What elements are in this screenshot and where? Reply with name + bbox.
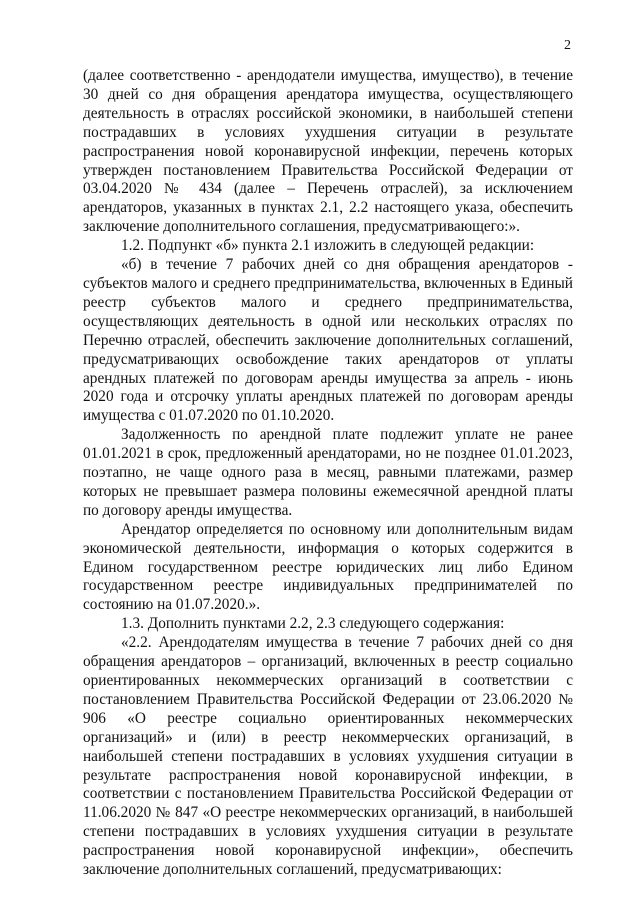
paragraph-continuation: (далее соответственно - арендодатели имущества, имущество), в течение 30 дней со дня обращения арендатора имущества, осуществляющего деятельность в отраслях российской экономики, в наибольшей степени пострадавших в условиях ухудшения ситуации в результате распространения новой коронавирусной инфекции, перечень которых утвержден постановлением Правительства Российской Федерации от 03.04.2020 № 434 (далее – Перечень отраслей), за исключением арендаторов, указанных в пунктах 2.1, 2.2 настоящего указа, обеспечить заключение дополнительного соглашения, предусматривающего:». (83, 67, 573, 236)
paragraph-subitem-b: «б) в течение 7 рабочих дней со дня обращения арендаторов - субъектов малого и среднего предпринимательства, включенных в Единый реестр субъектов малого и среднего предпринимательства, осуществляющих деятельность в одной или нескольких отраслях по Перечню отраслей, обеспечить заключение дополнительных соглашений, предусматривающих освобождение таких арендаторов от уплаты арендных платежей по договорам аренды имущества за апрель - июнь 2020 года и отсрочку уплаты арендных платежей по договорам аренды имущества с 01.07.2020 по 01.10.2020. (83, 256, 573, 425)
document-body (83, 67, 573, 880)
page-number: 2 (564, 38, 571, 53)
paragraph-tenant-definition: Арендатор определяется по основному или дополнительным видам экономической деятельности, информация о которых содержится в Едином государственном реестре юридических лиц либо Едином государственном реестре индивидуальных предпринимателей по состоянию на 01.07.2020.». (83, 520, 573, 614)
paragraph-item-1-3: 1.3. Дополнить пунктами 2.2, 2.3 следующего содержания: (121, 615, 505, 633)
paragraph-item-1-2: 1.2. Подпункт «б» пункта 2.1 изложить в следующей редакции: (121, 237, 535, 255)
paragraph-item-2-2: «2.2. Арендодателям имущества в течение 7 рабочих дней со дня обращения арендаторов – организаций, включенных в реестр социально ориентированных некоммерческих организаций в соответствии с постановлением Правительства Российской Федерации от 23.06.2020 № 906 «О реестре социально ориентированных некоммерческих организаций» и (или) в реестр некоммерческих организаций, в наибольшей степени пострадавших в условиях ухудшения ситуации в результате распространения новой коронавирусной инфекции, в соответствии с постановлением Правительства Российской Федерации от 11.06.2020 № 847 «О реестре некоммерческих организаций, в наибольшей степени пострадавших в условиях ухудшения ситуации в результате распространения новой коронавирусной инфекции», обеспечить заключение дополнительных соглашений, предусматривающих: (83, 634, 573, 879)
paragraph-debt-terms: Задолженность по арендной плате подлежит уплате не ранее 01.01.2021 в срок, предложенный арендаторами, но не позднее 01.01.2023, поэтапно, не чаще одного раза в месяц, равными платежами, размер которых не превышает размера половины ежемесячной арендной платы по договору аренды имущества. (83, 426, 573, 519)
